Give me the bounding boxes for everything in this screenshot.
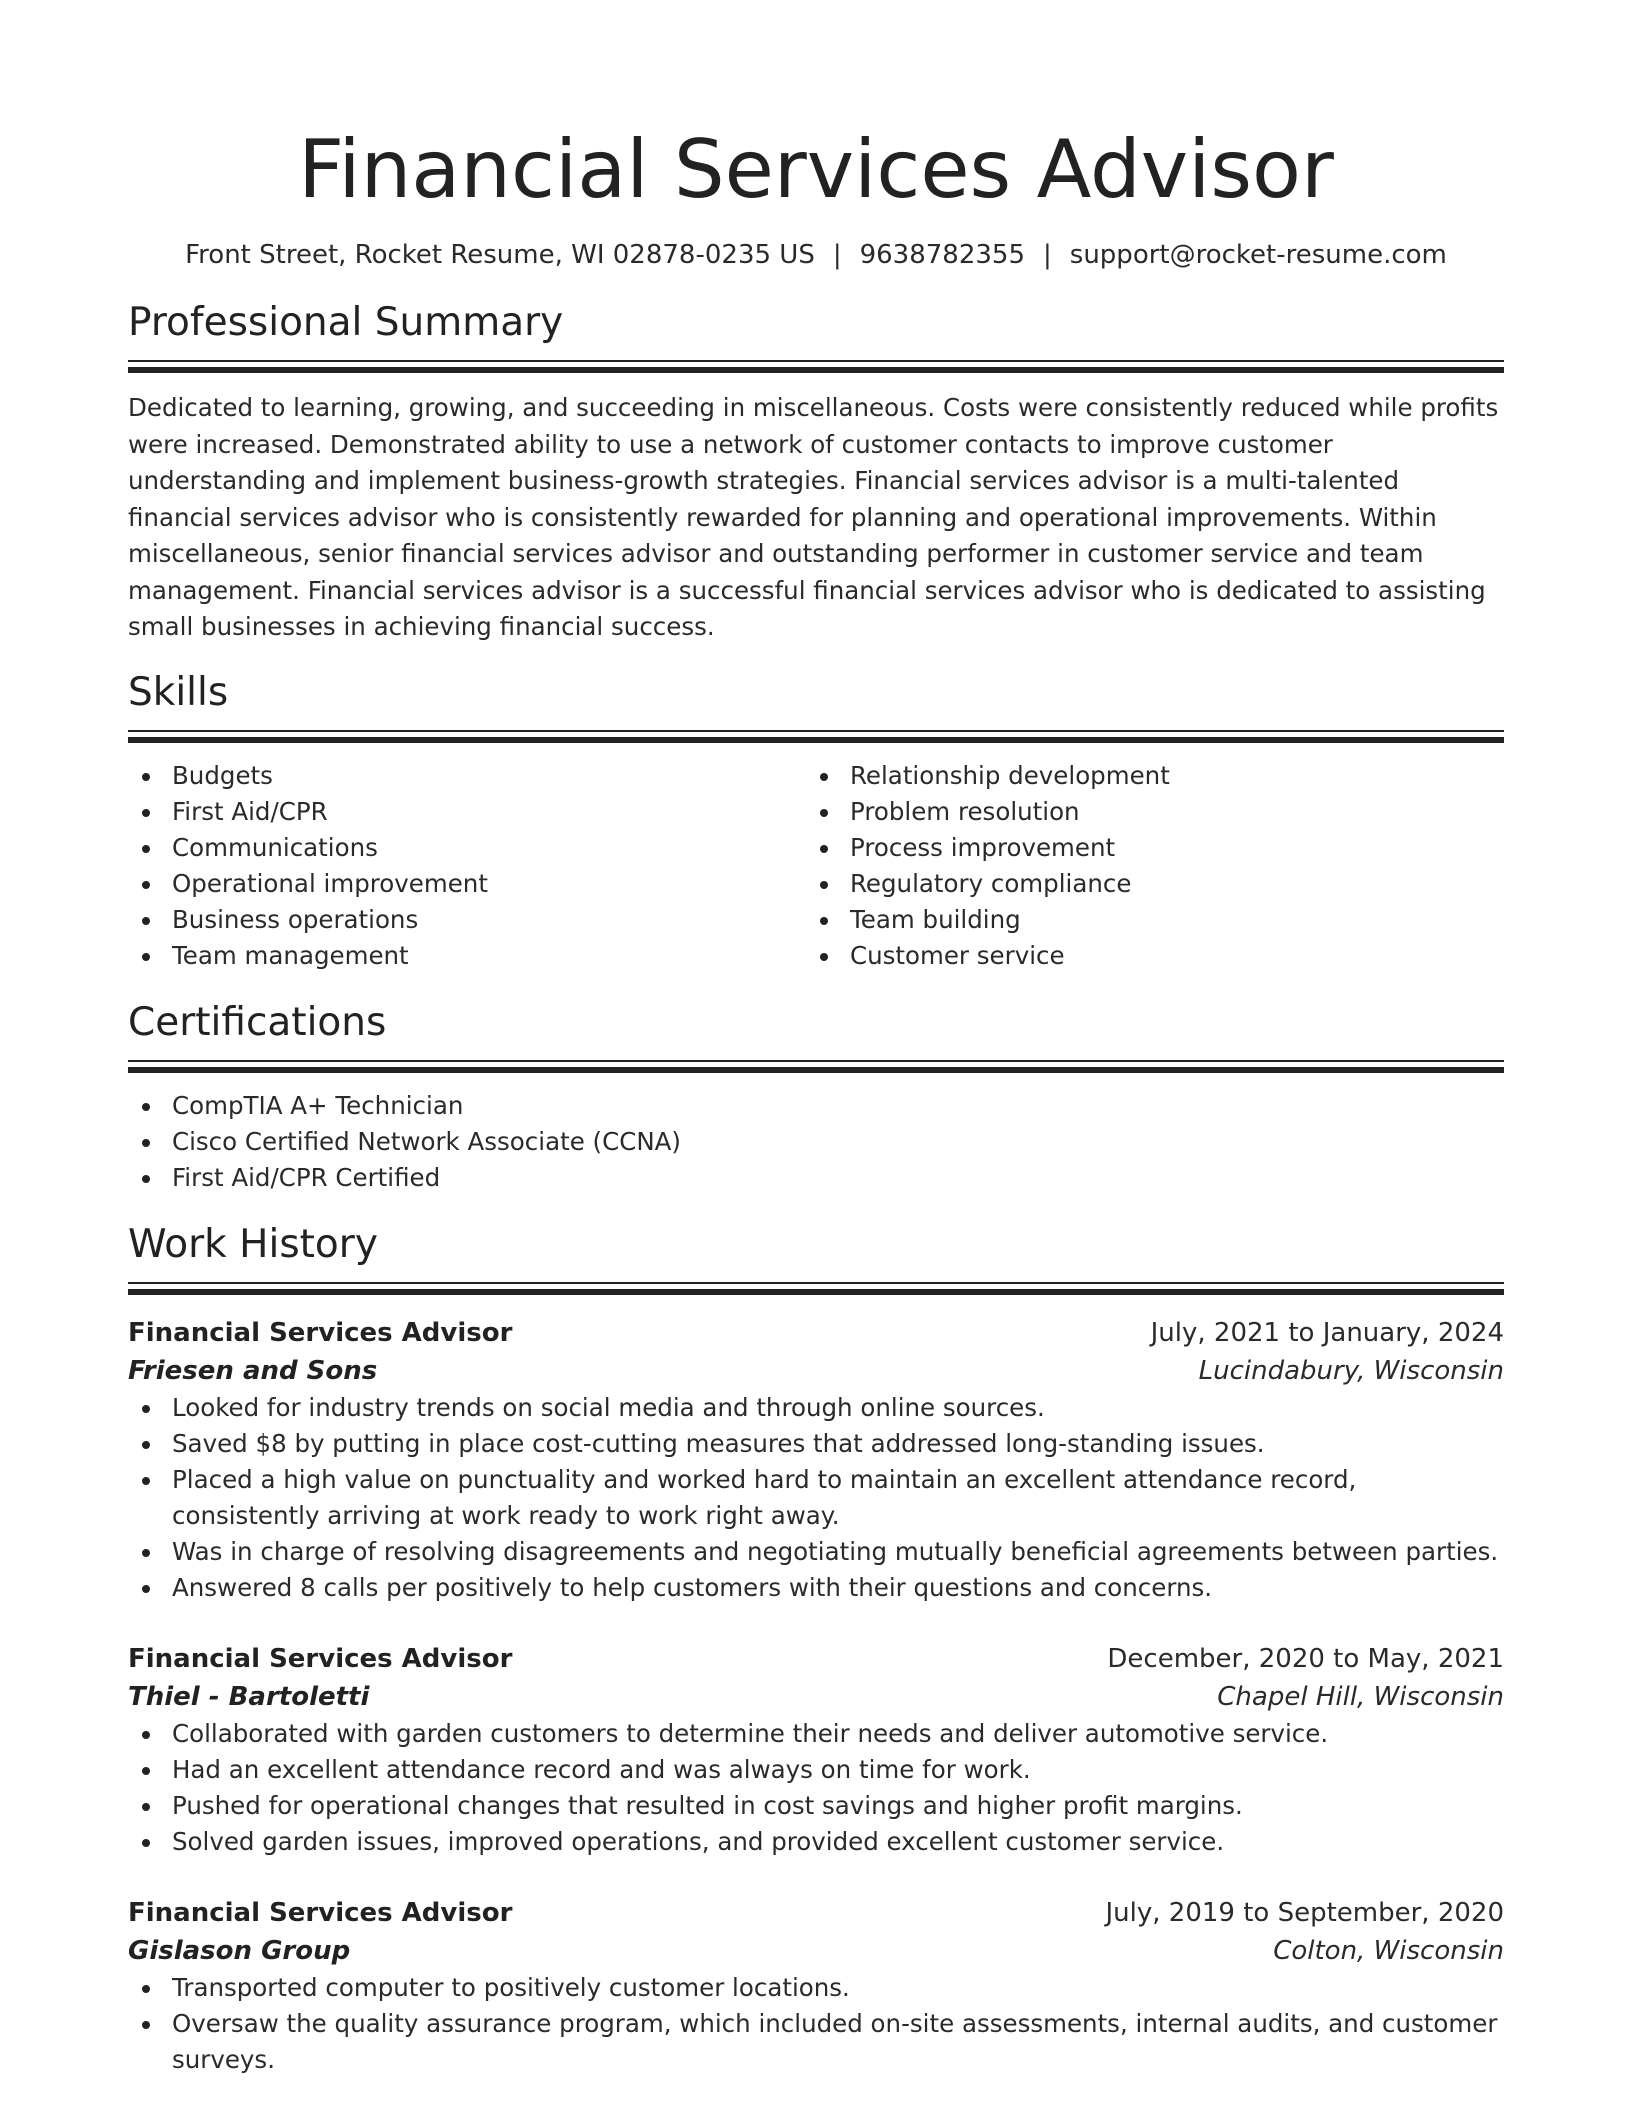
job-title: Financial Services Advisor	[128, 1897, 513, 1928]
address: Front Street, Rocket Resume, WI 02878-0235 US	[185, 240, 815, 270]
certification-item: First Aid/CPR Certified	[128, 1160, 1504, 1196]
section-title-skills: Skills	[128, 669, 229, 715]
job-bullets	[128, 1390, 1504, 1606]
skill-item: Budgets	[128, 758, 806, 794]
skills-left-list	[128, 758, 806, 974]
job-header	[128, 1894, 1504, 1932]
job-location: Lucindabury, Wisconsin	[1198, 1355, 1504, 1386]
job-location: Chapel Hill, Wisconsin	[1217, 1681, 1504, 1712]
job-company: Gislason Group	[128, 1935, 351, 1966]
skill-item: Regulatory compliance	[806, 866, 1484, 902]
contact-separator: |	[832, 240, 842, 270]
summary-section	[128, 298, 1504, 646]
job-bullet: Solved garden issues, improved operations, and provided excellent customer service.	[128, 1824, 1504, 1860]
job-dates: July, 2021 to January, 2024	[1150, 1317, 1504, 1348]
job-entry	[128, 1314, 1504, 1606]
job-location: Colton, Wisconsin	[1273, 1935, 1504, 1966]
skill-item: Team management	[128, 938, 806, 974]
work-history-section	[128, 1220, 1504, 2078]
job-company: Thiel - Bartoletti	[128, 1681, 370, 1712]
summary-text: Dedicated to learning, growing, and succeeding in miscellaneous. Costs were consistently reduced while profits were increased. Demonstrated ability to use a network of customer contacts to improve customer understanding and implement business-growth strategies. Financial services advisor is a multi-talented financial services advisor who is consistently rewarded for planning and operational improvements. Within miscellaneous, senior financial services advisor and outstanding performer in customer service and team management. Financial services advisor is a successful financial services advisor who is dedicated to assisting small businesses in achieving financial success.	[128, 393, 1499, 641]
job-bullet: Had an excellent attendance record and was always on time for work.	[128, 1752, 1504, 1788]
section-divider	[128, 360, 1504, 376]
section-divider	[128, 1060, 1504, 1076]
skills-right-list	[806, 758, 1484, 974]
job-subheader	[128, 1932, 1504, 1970]
skill-item: Process improvement	[806, 830, 1484, 866]
job-subheader	[128, 1678, 1504, 1716]
job-title: Financial Services Advisor	[128, 1643, 513, 1674]
job-bullets	[128, 1716, 1504, 1860]
job-company: Friesen and Sons	[128, 1355, 378, 1386]
skill-item: Relationship development	[806, 758, 1484, 794]
job-bullet: Oversaw the quality assurance program, which included on-site assessments, internal audits, and customer surveys.	[128, 2006, 1504, 2078]
job-bullet: Collaborated with garden customers to determine their needs and deliver automotive service.	[128, 1716, 1504, 1752]
job-title: Financial Services Advisor	[128, 1317, 513, 1348]
job-bullet: Placed a high value on punctuality and worked hard to maintain an excellent attendance record, consistently arriving at work ready to work right away.	[128, 1462, 1504, 1534]
job-bullet: Transported computer to positively customer locations.	[128, 1970, 1504, 2006]
skill-item: Communications	[128, 830, 806, 866]
section-title-work-history: Work History	[128, 1221, 378, 1267]
skills-grid	[128, 758, 1504, 974]
skill-item: Problem resolution	[806, 794, 1484, 830]
skill-item: Team building	[806, 902, 1484, 938]
job-header	[128, 1314, 1504, 1352]
contact-separator: |	[1043, 240, 1052, 270]
job-entry	[128, 1640, 1504, 1860]
job-header	[128, 1640, 1504, 1678]
job-bullet: Saved $8 by putting in place cost-cutting measures that addressed long-standing issues.	[128, 1426, 1504, 1462]
certifications-list	[128, 1088, 1504, 1196]
section-title-certifications: Certifications	[128, 999, 387, 1045]
phone: 9638782355	[859, 240, 1026, 270]
job-dates: July, 2019 to September, 2020	[1105, 1897, 1504, 1928]
skill-item: First Aid/CPR	[128, 794, 806, 830]
skill-item: Customer service	[806, 938, 1484, 974]
job-bullet: Pushed for operational changes that resulted in cost savings and higher profit margins.	[128, 1788, 1504, 1824]
certifications-section	[128, 998, 1504, 1196]
job-bullet: Answered 8 calls per positively to help customers with their questions and concerns.	[128, 1570, 1504, 1606]
resume-page	[128, 0, 1504, 2078]
skill-item: Business operations	[128, 902, 806, 938]
certification-item: Cisco Certified Network Associate (CCNA)	[128, 1124, 1504, 1160]
resume-name: Financial Services Advisor	[298, 123, 1334, 216]
certification-item: CompTIA A+ Technician	[128, 1088, 1504, 1124]
skills-section	[128, 668, 1504, 974]
job-subheader	[128, 1352, 1504, 1390]
job-bullets	[128, 1970, 1504, 2078]
section-divider	[128, 730, 1504, 746]
section-divider	[128, 1282, 1504, 1298]
job-entry	[128, 1894, 1504, 2078]
job-bullet: Was in charge of resolving disagreements and negotiating mutually beneficial agreements between parties.	[128, 1534, 1504, 1570]
job-dates: December, 2020 to May, 2021	[1107, 1643, 1504, 1674]
section-title-summary: Professional Summary	[128, 300, 564, 345]
email: support@rocket-resume.com	[1069, 240, 1447, 270]
contact-line	[128, 238, 1504, 272]
skill-item: Operational improvement	[128, 866, 806, 902]
job-bullet: Looked for industry trends on social media and through online sources.	[128, 1390, 1504, 1426]
